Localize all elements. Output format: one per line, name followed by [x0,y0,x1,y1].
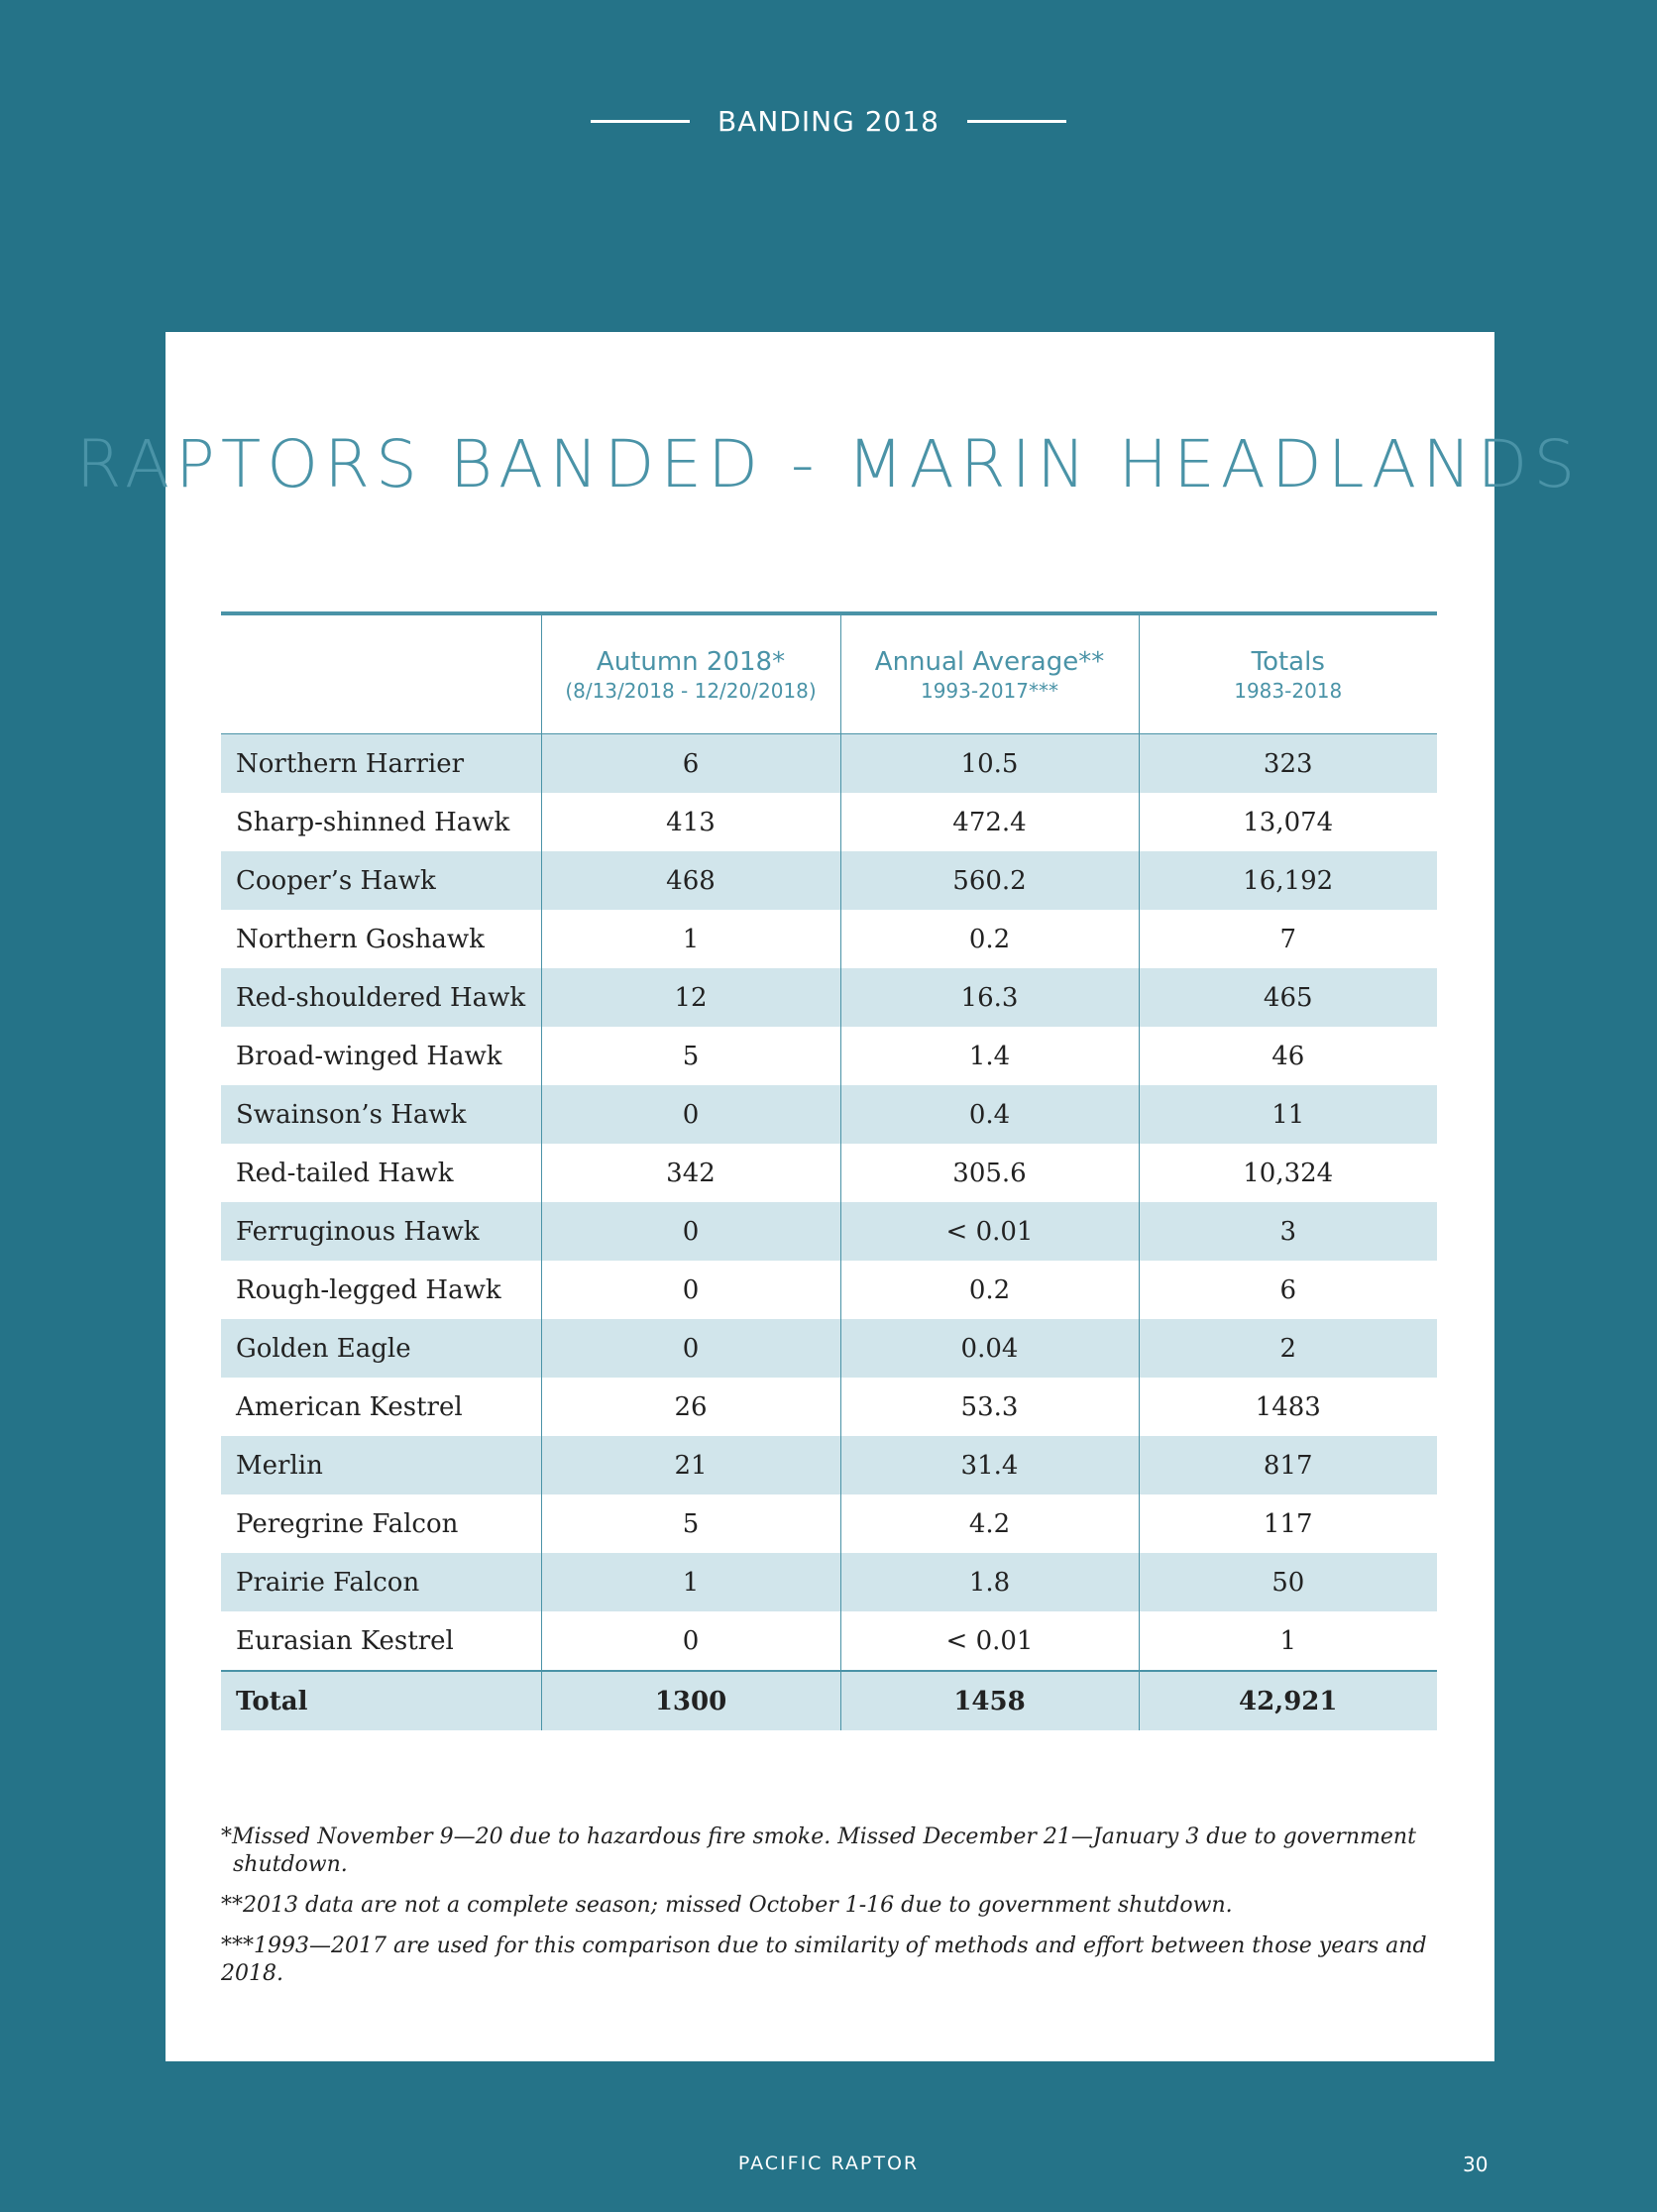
annual-average: 0.2 [840,910,1139,968]
autumn-2018-count: 468 [541,851,840,910]
header-annual-average [840,613,1139,734]
header-totals [1139,613,1437,734]
totals-count: 6 [1139,1261,1437,1319]
annual-average: 0.2 [840,1261,1139,1319]
species-name: Cooper’s Hawk [221,851,541,910]
autumn-2018-count: 0 [541,1319,840,1378]
table-row [221,1436,1437,1494]
header-species [221,613,541,734]
footnotes [221,1824,1450,2001]
header-rule-right [967,120,1066,123]
table-row [221,1611,1437,1671]
table-row [221,1319,1437,1378]
header-annual-average-title: Annual Average** [874,646,1105,677]
autumn-2018-count: 0 [541,1202,840,1261]
publication-name: PACIFIC RAPTOR [737,2153,920,2174]
annual-average: 4.2 [840,1494,1139,1553]
species-name: Red-tailed Hawk [236,1158,454,1188]
totals-count: 7 [1139,910,1437,968]
autumn-2018-count: 5 [541,1494,840,1553]
autumn-2018-count: 413 [541,793,840,851]
species-name: American Kestrel [236,1391,463,1422]
total-totals: 42,921 [1139,1671,1437,1730]
totals-count: 323 [1139,734,1437,794]
table-row [221,1202,1437,1261]
autumn-2018-count: 1 [541,1553,840,1611]
autumn-2018-count: 5 [541,1027,840,1085]
totals-count: 46 [1139,1027,1437,1085]
species-name: Sharp-shinned Hawk [236,807,510,837]
page-title: RAPTORS BANDED - MARIN HEADLANDS [75,426,1582,502]
species-name: Golden Eagle [221,1319,541,1378]
species-name: Ferruginous Hawk [221,1202,541,1261]
totals-count: 1483 [1139,1378,1437,1436]
annual-average: 0.4 [840,1085,1139,1144]
totals-count: 117 [1139,1494,1437,1553]
total-autumn-2018: 1300 [541,1671,840,1730]
table-row [221,1494,1437,1553]
header-annual-average-years: 1993-2017*** [920,678,1058,703]
table-row [221,1085,1437,1144]
raptor-table [221,611,1437,1730]
header-autumn-2018-title: Autumn 2018* [596,646,786,677]
totals-count: 817 [1139,1436,1437,1494]
autumn-2018-count: 26 [541,1378,840,1436]
annual-average: < 0.01 [840,1202,1139,1261]
species-name: Peregrine Falcon [236,1508,459,1539]
totals-count: 11 [1139,1085,1437,1144]
species-name: Prairie Falcon [221,1553,541,1611]
annual-average: 1.4 [840,1027,1139,1085]
header-autumn-2018-dates: (8/13/2018 - 12/20/2018) [565,678,817,703]
totals-count: 465 [1139,968,1437,1027]
annual-average: 1.8 [840,1553,1139,1611]
header-autumn-2018 [541,613,840,734]
table-row [221,1378,1437,1436]
annual-average: 0.04 [840,1319,1139,1378]
header-rule-left [591,120,690,123]
table-row [221,734,1437,794]
species-name: Merlin [221,1436,541,1494]
species-name: Rough-legged Hawk [236,1274,501,1305]
species-name: Northern Goshawk [236,924,485,954]
annual-average: 31.4 [840,1436,1139,1494]
table-row [221,1261,1437,1319]
autumn-2018-count: 342 [541,1144,840,1202]
table-row [221,1144,1437,1202]
section-header [0,105,1657,138]
annual-average: 16.3 [840,968,1139,1027]
autumn-2018-count: 0 [541,1085,840,1144]
total-label: Total [221,1671,541,1730]
table-row [221,851,1437,910]
autumn-2018-count: 21 [541,1436,840,1494]
footnote-3: ***1993—2017 are used for this comparison due to similarity of methods and effort between those years and 2018. [221,1934,1427,1986]
annual-average: < 0.01 [840,1611,1139,1671]
totals-count: 16,192 [1139,851,1437,910]
totals-count: 3 [1139,1202,1437,1261]
header-totals-title: Totals [1251,646,1325,677]
species-name: Northern Harrier [221,734,541,794]
autumn-2018-count: 0 [541,1611,840,1671]
annual-average: 472.4 [840,793,1139,851]
total-row [221,1671,1437,1730]
annual-average: 53.3 [840,1378,1139,1436]
total-annual-average: 1458 [840,1671,1139,1730]
autumn-2018-count: 1 [541,910,840,968]
annual-average: 560.2 [840,851,1139,910]
table-row [221,968,1437,1027]
annual-average: 305.6 [840,1144,1139,1202]
species-name: Swainson’s Hawk [221,1085,541,1144]
table-row [221,1027,1437,1085]
totals-count: 10,324 [1139,1144,1437,1202]
table-row [221,910,1437,968]
totals-count: 50 [1139,1553,1437,1611]
footnote-2: **2013 data are not a complete season; missed October 1-16 due to government shutdown. [221,1893,1233,1918]
table-row [221,1553,1437,1611]
totals-count: 13,074 [1139,793,1437,851]
page-number: 30 [1463,2153,1489,2176]
totals-count: 1 [1139,1611,1437,1671]
footnote-1: *Missed November 9—20 due to hazardous fire smoke. Missed December 21—January 3 due to government shutdown. [221,1825,1416,1877]
species-name: Broad-winged Hawk [236,1041,502,1071]
table-row [221,793,1437,851]
autumn-2018-count: 0 [541,1261,840,1319]
annual-average: 10.5 [840,734,1139,794]
totals-count: 2 [1139,1319,1437,1378]
species-name: Eurasian Kestrel [236,1625,454,1656]
species-name: Red-shouldered Hawk [221,968,541,1027]
autumn-2018-count: 12 [541,968,840,1027]
table-body [221,734,1437,1672]
table-header-row [221,613,1437,734]
header-totals-years: 1983-2018 [1234,678,1343,703]
autumn-2018-count: 6 [541,734,840,794]
section-label: BANDING 2018 [718,105,939,138]
